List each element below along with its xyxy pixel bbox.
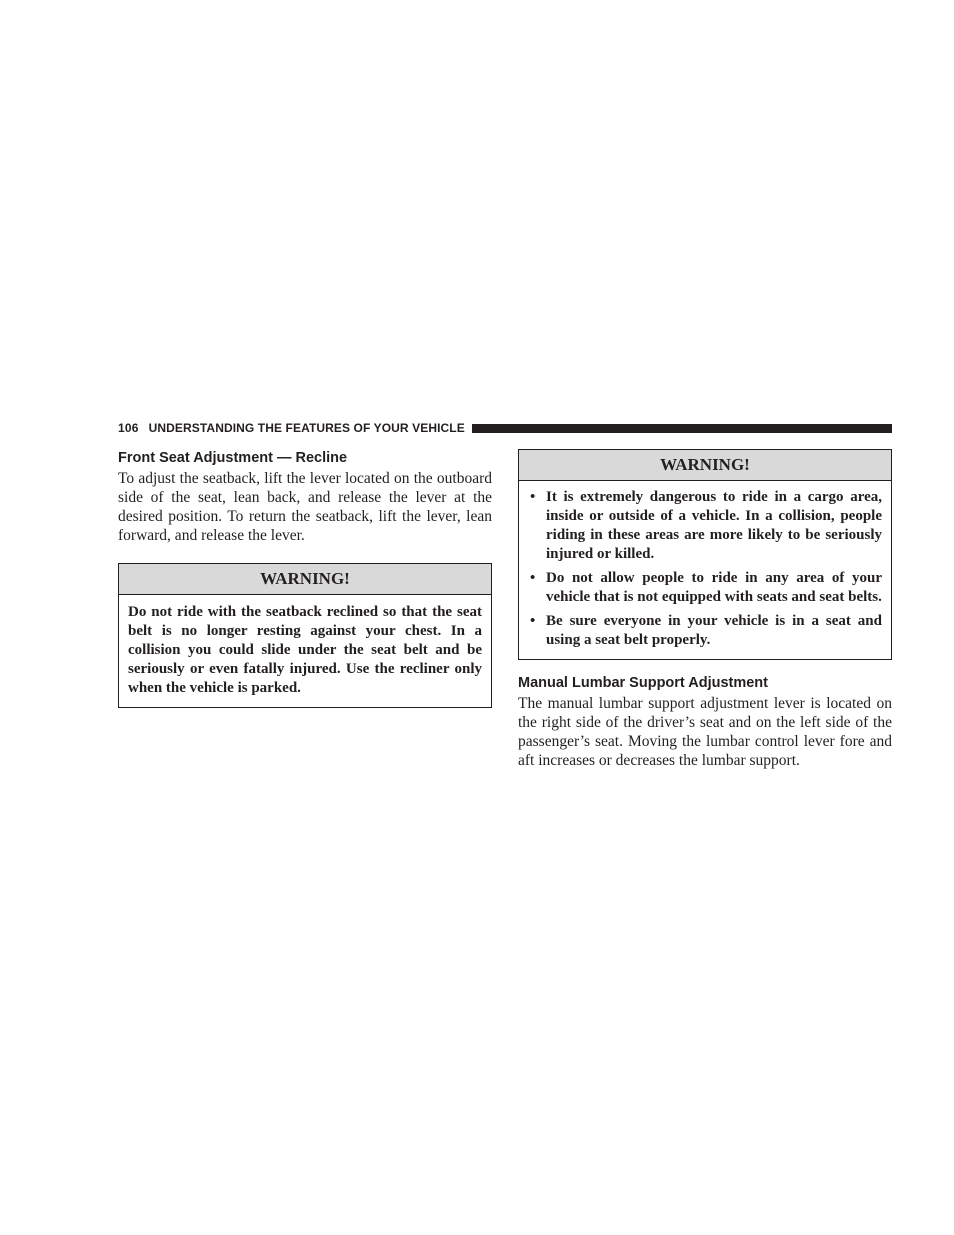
page-header — [118, 420, 892, 436]
lumbar-heading: Manual Lumbar Support Adjustment — [518, 675, 768, 691]
recline-heading: Front Seat Adjustment — Recline — [118, 450, 348, 466]
recline-warning-box — [118, 563, 492, 708]
warning-list — [519, 481, 891, 659]
bullet-icon: • — [530, 613, 536, 629]
section-title: UNDERSTANDING THE FEATURES OF YOUR VEHICLE — [148, 421, 465, 435]
bullet-icon: • — [530, 489, 536, 505]
bullet-icon: • — [530, 570, 536, 586]
warning-list-item — [528, 569, 882, 607]
warning-title: WARNING! — [519, 450, 891, 481]
right-column — [518, 449, 892, 770]
left-column — [118, 449, 492, 708]
warning-list-item — [528, 488, 882, 564]
warning-title: WARNING! — [119, 564, 491, 595]
cargo-warning-box — [518, 449, 892, 660]
warning-text: Do not ride with the seatback reclined so that the seat belt is no longer resting against your chest. In a collision you could slide under the seat belt and be seriously or even fatally injured. Use the recliner only when the vehicle is parked. — [128, 604, 482, 696]
lumbar-paragraph: The manual lumbar support adjustment lever is located on the right side of the driver’s seat and on the left side of the passenger’s seat. Moving the lumbar control lever fore and aft increases or decreases the lumbar support. — [518, 695, 892, 769]
warning-list-item — [528, 612, 882, 650]
warning-item-text: Be sure everyone in your vehicle is in a seat and using a seat belt properly. — [546, 613, 882, 648]
recline-paragraph: To adjust the seatback, lift the lever located on the outboard side of the seat, lean back, and release the lever at the desired position. To return the seatback, lift the lever, lean forward, and release the lever. — [118, 470, 492, 544]
page-number: 106 — [118, 421, 139, 435]
warning-item-text: Do not allow people to ride in any area of your vehicle that is not equipped with seats and seat belts. — [546, 570, 882, 605]
header-rule — [472, 424, 892, 433]
warning-item-text: It is extremely dangerous to ride in a cargo area, inside or outside of a vehicle. In a collision, people riding in these areas are more likely to be seriously injured or killed. — [546, 489, 882, 562]
